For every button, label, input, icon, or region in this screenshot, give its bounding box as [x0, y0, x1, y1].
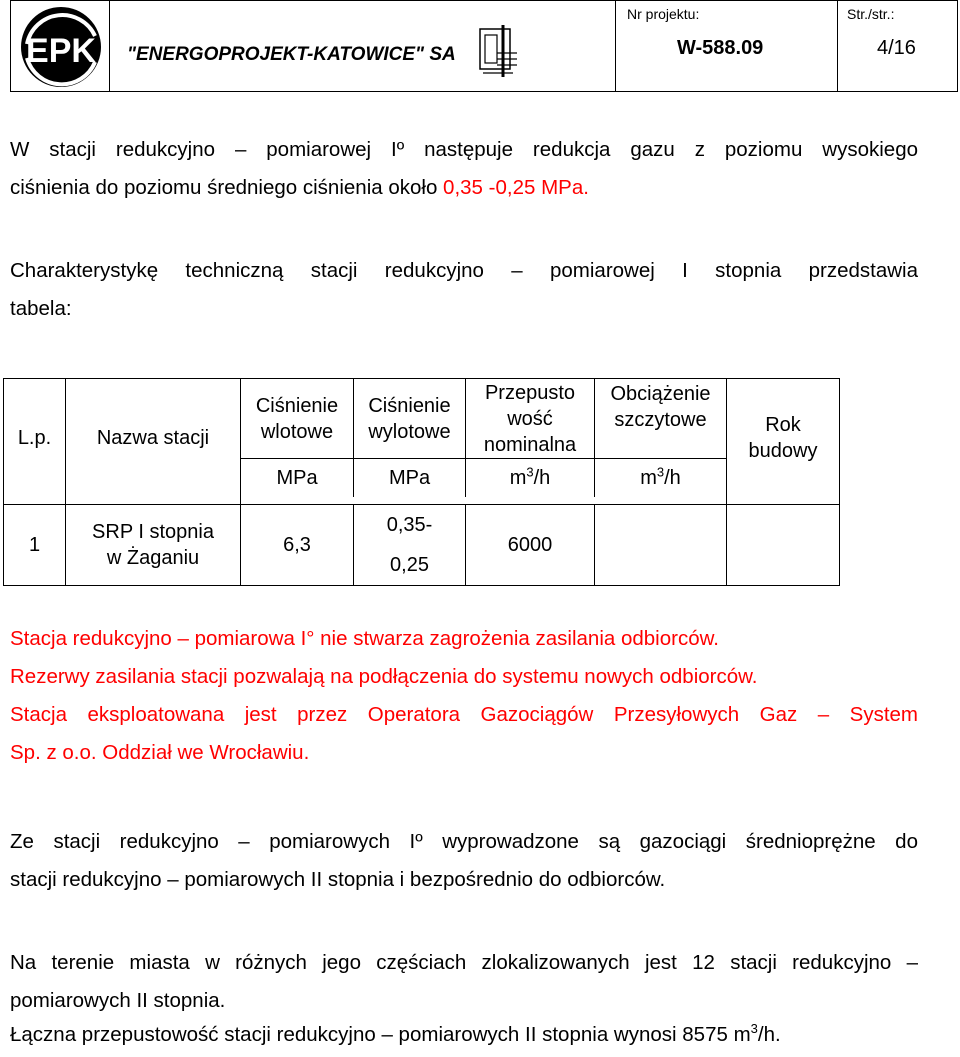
outlet-line: 0,35-: [386, 514, 433, 536]
cell-peak-load: [595, 505, 727, 586]
cell-year-built: [727, 505, 840, 586]
paragraph-pipelines: [10, 823, 918, 899]
text-line: [10, 169, 918, 207]
document-header: [10, 0, 958, 92]
station-name-line: SRP I stopnia: [92, 521, 214, 543]
page-label: Str./str.:: [847, 6, 895, 22]
text-line: tabela:: [10, 297, 72, 320]
text-line: Ze stacji redukcyjno – pomiarowych Iº wyprowadzone są gazociągi średnioprężne do: [10, 830, 918, 853]
text-line: [10, 1020, 918, 1050]
paragraph-table-intro: [10, 252, 918, 328]
outlet-line: 0,25: [390, 554, 429, 576]
text-line: W stacji redukcyjno – pomiarowej Iº następuje redukcja gazu z poziomu wysokiego: [10, 138, 918, 161]
paragraph-intro: [10, 131, 918, 207]
paragraph-station-notes: [10, 620, 918, 772]
text-fragment: /h.: [757, 1023, 781, 1046]
project-number-label: Nr projektu:: [627, 6, 700, 22]
page-number: 4/16: [877, 37, 916, 59]
unit-text: m: [509, 466, 527, 489]
text-line: pomiarowych II stopnia.: [10, 989, 226, 1012]
cell-inlet-pressure: 6,3: [241, 505, 354, 586]
header-capacity-line: nominalna: [483, 433, 577, 456]
cell-capacity: 6000: [466, 505, 595, 586]
header-outlet-pressure: Ciśnienie wylotowe: [354, 379, 466, 459]
header-capacity-line: wość: [507, 407, 553, 430]
text-fragment: ciśnienia do poziomu średniego ciśnienia około: [10, 176, 444, 199]
header-capacity: [466, 379, 595, 459]
paragraph-stations-count: [10, 944, 918, 1050]
header-capacity-line: Przepusto: [484, 381, 576, 404]
cell-station-name: [66, 505, 241, 586]
header-lp: L.p.: [4, 379, 66, 497]
unit-peak: [595, 459, 727, 497]
svg-text:EPK: EPK: [26, 32, 96, 70]
unit-outlet: MPa: [354, 459, 466, 497]
unit-text: /h: [664, 466, 681, 489]
table-row: [4, 505, 840, 586]
company-emblem-icon: [477, 23, 521, 81]
unit-capacity: [466, 459, 595, 497]
epk-logo: [19, 6, 103, 88]
unit-text: m: [640, 466, 657, 489]
unit-superscript: 3: [656, 464, 665, 480]
text-line: Sp. z o.o. Oddział we Wrocławiu.: [10, 741, 310, 764]
text-line: Rezerwy zasilania stacji pozwalają na podłączenia do systemu nowych odbiorców.: [10, 665, 758, 688]
header-divider: [109, 1, 110, 91]
header-year-built: Rok budowy: [727, 379, 840, 497]
header-station-name: Nazwa stacji: [66, 379, 241, 497]
station-name-line: w Żaganiu: [106, 547, 200, 569]
cell-outlet-pressure: [354, 505, 466, 586]
header-divider: [837, 1, 838, 91]
pressure-range-highlight: 0,35 -0,25 MPa.: [443, 176, 589, 199]
unit-text: /h: [533, 466, 551, 489]
text-line: Stacja redukcyjno – pomiarowa I° nie stwarza zagrożenia zasilania odbiorców.: [10, 627, 719, 650]
text-line: Na terenie miasta w różnych jego częściach zlokalizowanych jest 12 stacji redukcyjno –: [10, 951, 918, 974]
station-characteristics-table: [3, 378, 840, 586]
cell-lp: 1: [4, 505, 66, 586]
text-line: Charakterystykę techniczną stacji redukcyjno – pomiarowej I stopnia przedstawia: [10, 259, 918, 282]
text-line: Stacja eksploatowana jest przez Operatora Gazociągów Przesyłowych Gaz – System: [10, 703, 918, 726]
header-inlet-pressure: Ciśnienie wlotowe: [241, 379, 354, 459]
project-number: W-588.09: [677, 37, 764, 59]
text-fragment: Łączna przepustowość stacji redukcyjno – pomiarowych II stopnia wynosi 8575 m: [10, 1023, 751, 1046]
text-line: stacji redukcyjno – pomiarowych II stopnia i bezpośrednio do odbiorców.: [10, 868, 666, 891]
header-peak-load: Obciążenie szczytowe: [595, 379, 727, 459]
unit-superscript: 3: [526, 464, 534, 480]
superscript: 3: [750, 1021, 758, 1037]
unit-inlet: MPa: [241, 459, 354, 497]
header-divider: [615, 1, 616, 91]
company-name: "ENERGOPROJEKT-KATOWICE" SA: [127, 44, 456, 65]
